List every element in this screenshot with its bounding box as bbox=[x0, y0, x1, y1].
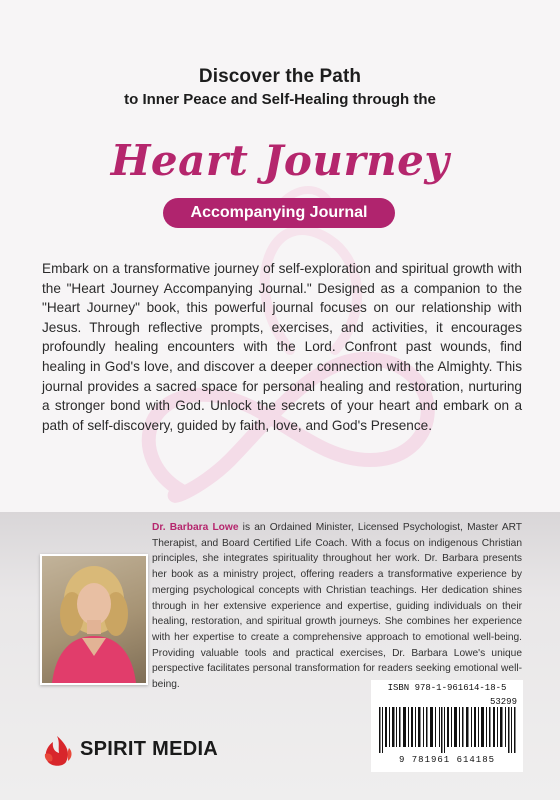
author-name: Dr. Barbara Lowe bbox=[152, 522, 239, 533]
author-bio-text: is an Ordained Minister, Licensed Psychologist, Master ART Therapist, and Board Certified Life Coach. With a focus on indigenous Christian principles, she integrates spirituality throughout her work. Dr. Barbara presents her book as a ministry project, offering readers a transformative experience by merging psychological concepts with Christian teachings. Her dedication shines through in her extensive experience and expertise, guiding individuals on their healing, restoration, and spiritual growth journeys. She combines her experience with her expertise to create a comprehensive approach to emotional well-being. Providing valuable tools and practical exercises, Dr. Barbara Lowe's unique perspective facilitates personal transformation for readers seeking emotional well-being. bbox=[152, 522, 523, 691]
author-photo bbox=[40, 554, 148, 685]
isbn-barcode bbox=[371, 680, 523, 772]
isbn-label: ISBN 978-1-961614-18-5 bbox=[387, 683, 507, 693]
subtitle-badge: Accompanying Journal bbox=[163, 198, 395, 228]
barcode-icon bbox=[377, 707, 517, 753]
book-title: Heart Journey bbox=[110, 136, 450, 185]
author-portrait-icon bbox=[42, 556, 146, 683]
publisher-name: SPIRIT MEDIA bbox=[80, 738, 219, 760]
barcode-number: 9 781961 614185 bbox=[398, 755, 495, 765]
spirit-flame-logo-icon bbox=[40, 734, 74, 768]
price-code: 53299 bbox=[489, 697, 517, 707]
headline-line-2: to Inner Peace and Self-Healing through the bbox=[124, 91, 436, 108]
author-bio bbox=[152, 520, 522, 693]
book-description: Embark on a transformative journey of self-exploration and spiritual growth with the "Heart Journey Accompanying Journal." Designed as a companion to the "Heart Journey" book, this powerful journal focuses on our relationship with Jesus. Through reflective prompts, exercises, and activities, it encourages profoundly healing encounters with the Lord. Confront past wounds, find healing in God's love, and discover a deeper connection with the Almighty. This journal provides a sacred space for personal healing and restoration, nurturing a stronger bond with God. Unlock the secrets of your heart and embark on a path of self-discovery, guided by faith, love, and God's Presence. bbox=[42, 261, 522, 433]
headline-line-1: Discover the Path bbox=[198, 66, 362, 87]
